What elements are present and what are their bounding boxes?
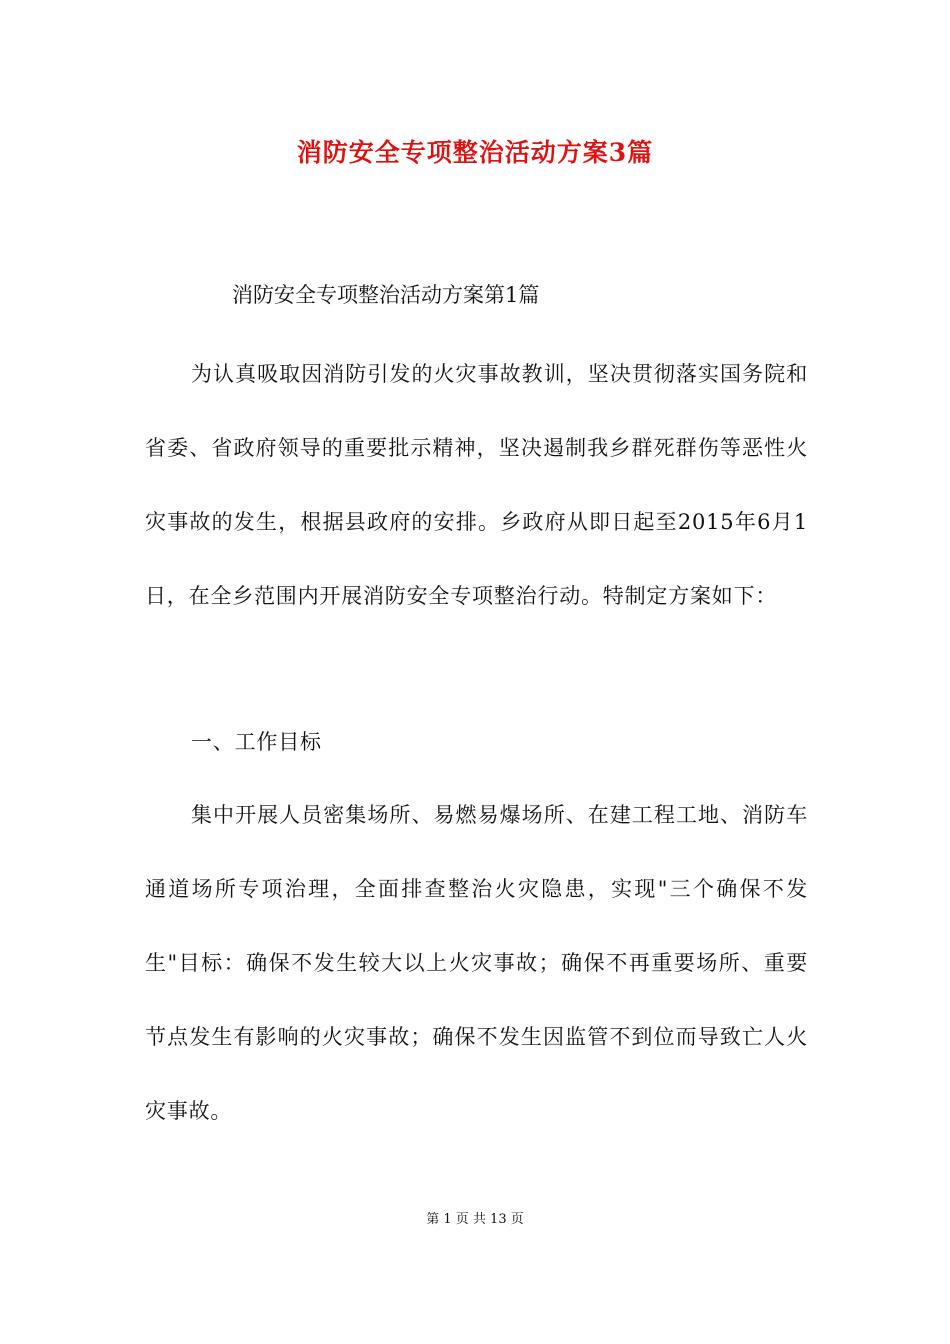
intro-paragraph: 为认真吸取因消防引发的火灾事故教训，坚决贯彻落实国务院和省委、省政府领导的重要批示精神，坚决遏制我乡群死群伤等恶性火灾事故的发生，根据县政府的安排。乡政府从即日起至2015年6月1日，在全乡范围内开展消防安全专项整治行动。特制定方案如下： bbox=[145, 362, 808, 608]
document-title: 消防安全专项整治活动方案3篇 bbox=[296, 138, 654, 167]
goals-paragraph: 集中开展人员密集场所、易燃易爆场所、在建工程工地、消防车通道场所专项治理，全面排查整治火灾隐患，实现"三个确保不发生"目标：确保不发生较大以上火灾事故；确保不再重要场所、重要节点发生有影响的火灾事故；确保不发生因监管不到位而导致亡人火灾事故。 bbox=[145, 803, 808, 1123]
section-subtitle: 消防安全专项整治活动方案第1篇 bbox=[232, 283, 540, 307]
page-footer: 第 1 页 共 13 页 bbox=[426, 1212, 524, 1227]
section-heading-goals: 一、工作目标 bbox=[191, 730, 322, 754]
